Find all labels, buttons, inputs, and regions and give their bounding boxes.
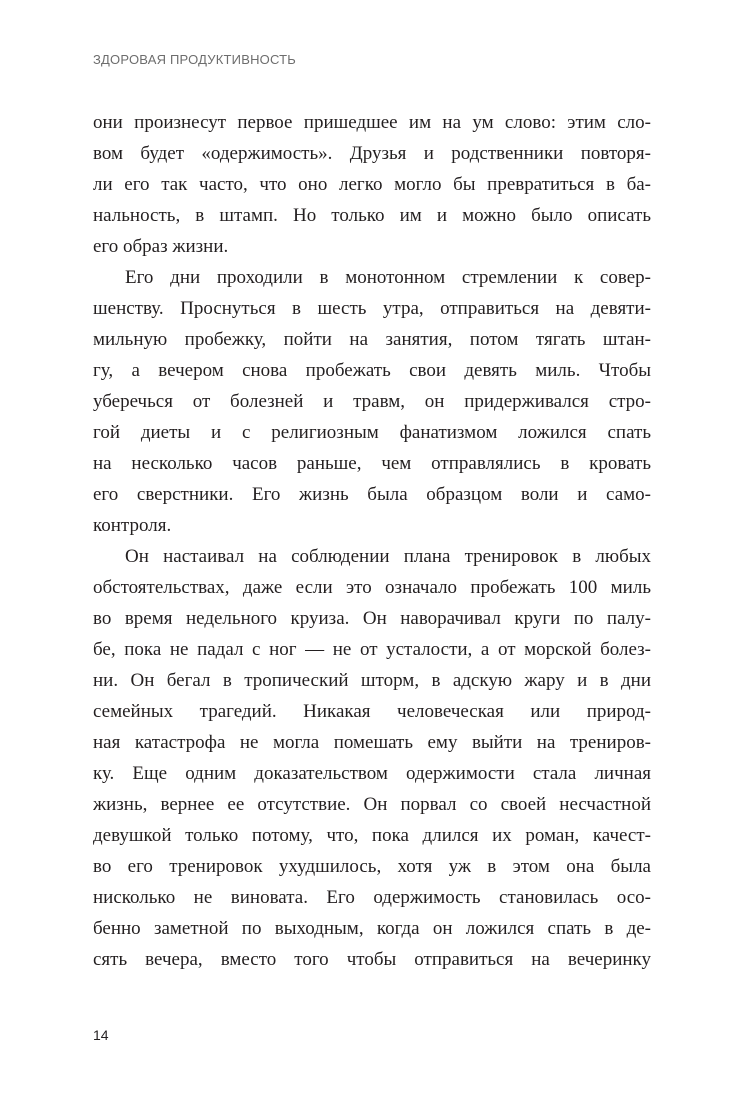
text-line: гой диеты и с религиозным фанатизмом ложился спать: [93, 422, 651, 443]
text-line: семейных трагедий. Никакая человеческая или природ-: [93, 701, 651, 722]
text-line: они произнесут первое пришедшее им на ум слово: этим сло-: [93, 112, 651, 133]
paragraph-first-line: Его дни проходили в монотонном стремлении к совер-: [125, 267, 651, 288]
text-line: сять вечера, вместо того чтобы отправиться на вечеринку: [93, 949, 651, 970]
text-line: уберечься от болезней и травм, он придерживался стро-: [93, 391, 651, 412]
text-line: ная катастрофа не могла помешать ему выйти на трениров-: [93, 732, 651, 753]
text-line: контроля.: [93, 515, 172, 536]
body-text: [93, 107, 651, 975]
text-line: ли его так часто, что оно легко могло бы превратиться в ба-: [93, 174, 651, 195]
text-line: нальность, в штамп. Но только им и можно было описать: [93, 205, 651, 226]
text-line: ни. Он бегал в тропический шторм, в адскую жару и в дни: [93, 670, 651, 691]
text-line: обстоятельствах, даже если это означало пробежать 100 миль: [93, 577, 651, 598]
running-header: ЗДОРОВАЯ ПРОДУКТИВНОСТЬ: [93, 52, 296, 67]
text-line: вом будет «одержимость». Друзья и родственники повторя-: [93, 143, 651, 164]
paragraph-first-line: Он настаивал на соблюдении плана тренировок в любых: [125, 546, 651, 567]
text-line: во время недельного круиза. Он наворачивал круги по палу-: [93, 608, 651, 629]
text-line: бе, пока не падал с ног — не от усталости, а от морской болез-: [93, 639, 651, 660]
text-line: ку. Еще одним доказательством одержимости стала личная: [93, 763, 651, 784]
text-line: гу, а вечером снова пробежать свои девять миль. Чтобы: [93, 360, 651, 381]
text-line: шенству. Проснуться в шесть утра, отправиться на девяти-: [93, 298, 651, 319]
text-line: его сверстники. Его жизнь была образцом воли и само-: [93, 484, 651, 505]
text-line: девушкой только потому, что, пока длился их роман, качест-: [93, 825, 651, 846]
text-line: на несколько часов раньше, чем отправлялись в кровать: [93, 453, 651, 474]
text-line: нисколько не виновата. Его одержимость становилась осо-: [93, 887, 651, 908]
text-line: во его тренировок ухудшилось, хотя уж в этом она была: [93, 856, 651, 877]
page-number: 14: [93, 1027, 109, 1043]
text-line: мильную пробежку, пойти на занятия, потом тягать штан-: [93, 329, 651, 350]
text-line: его образ жизни.: [93, 236, 229, 257]
text-line: жизнь, вернее ее отсутствие. Он порвал со своей несчастной: [93, 794, 651, 815]
text-line: бенно заметной по выходным, когда он ложился спать в де-: [93, 918, 651, 939]
